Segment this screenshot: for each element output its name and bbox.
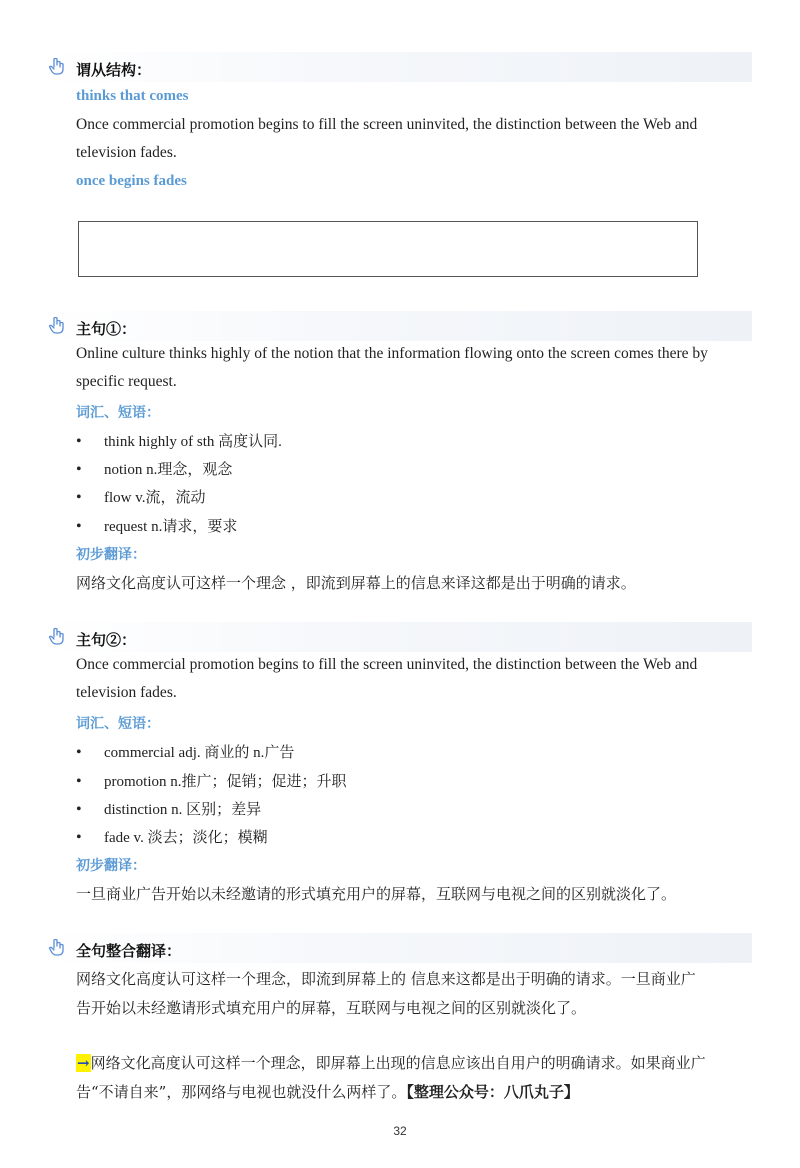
section-header-band [44,311,752,341]
vocab-label: 词汇、短语： [76,716,160,732]
page-number: 32 [393,1124,407,1138]
translation-text: 告开始以未经邀请形式填充用户的屏幕，互联网与电视之间的区别就淡化了。 [76,999,587,1017]
list-item: • think highly of sth 高度认同. [76,433,282,450]
final-translation-line: 告“不请自来”，那网络与电视也就没什么两样了。【整理公众号：八爪丸子】 [76,1083,579,1101]
translation-label: 初步翻译： [76,858,146,874]
translation-label: 初步翻译： [76,547,146,563]
keywords-clause: once begins fades [76,173,187,189]
section-heading-main-clause-1: 主句①： [76,320,137,338]
translation-text: 网络文化高度认可这样一个理念，即流到屏幕上的 信息来这都是出于明确的请求。一旦商业广 [76,970,696,988]
pointing-hand-icon [48,627,66,645]
keywords-main: thinks that comes [76,88,189,104]
pointing-hand-icon [48,57,66,75]
sentence-line: television fades. [76,144,177,161]
sentence-line: Once commercial promotion begins to fill the screen uninvited, the distinction between the Web and [76,116,698,133]
sentence-line: specific request. [76,373,177,390]
translation-text: 一旦商业广告开始以未经邀请的形式填充用户的屏幕，互联网与电视之间的区别就淡化了。 [76,885,677,903]
list-item: • flow v.流，流动 [76,489,206,506]
list-item: • distinction n. 区别；差异 [76,801,262,818]
pointing-hand-icon [48,938,66,956]
section-heading-structure: 谓从结构： [76,61,152,79]
sentence-line: Once commercial promotion begins to fill the screen uninvited, the distinction between the Web and [76,656,698,673]
list-item: • promotion n.推广；促销；促进；升职 [76,773,347,790]
translation-text: 网络文化高度认可这样一个理念 ，即流到屏幕上的信息来译这都是出于明确的请求。 [76,574,636,592]
list-item: • notion n.理念，观念 [76,461,233,478]
section-heading-main-clause-2: 主句②： [76,631,137,649]
list-item: • commercial adj. 商业的 n.广告 [76,744,295,761]
list-item: • fade v. 淡去；淡化；模糊 [76,829,268,846]
source-note: 【整理公众号：八爪丸子】 [406,1083,579,1101]
sentence-line: Online culture thinks highly of the notion that the information flowing onto the screen comes there by [76,345,708,362]
section-header-band [44,622,752,652]
section-heading-full-translation: 全句整合翻译： [76,942,182,960]
pointing-hand-icon [48,316,66,334]
grammar-tip-box [78,221,698,277]
vocab-label: 词汇、短语： [76,405,160,421]
final-translation-line: →网络文化高度认可这样一个理念，即屏幕上出现的信息应该出自用户的明确请求。如果商业广 [77,1054,706,1072]
arrow-icon: → [77,1054,90,1072]
sentence-line: television fades. [76,684,177,701]
list-item: • request n.请求，要求 [76,518,238,535]
